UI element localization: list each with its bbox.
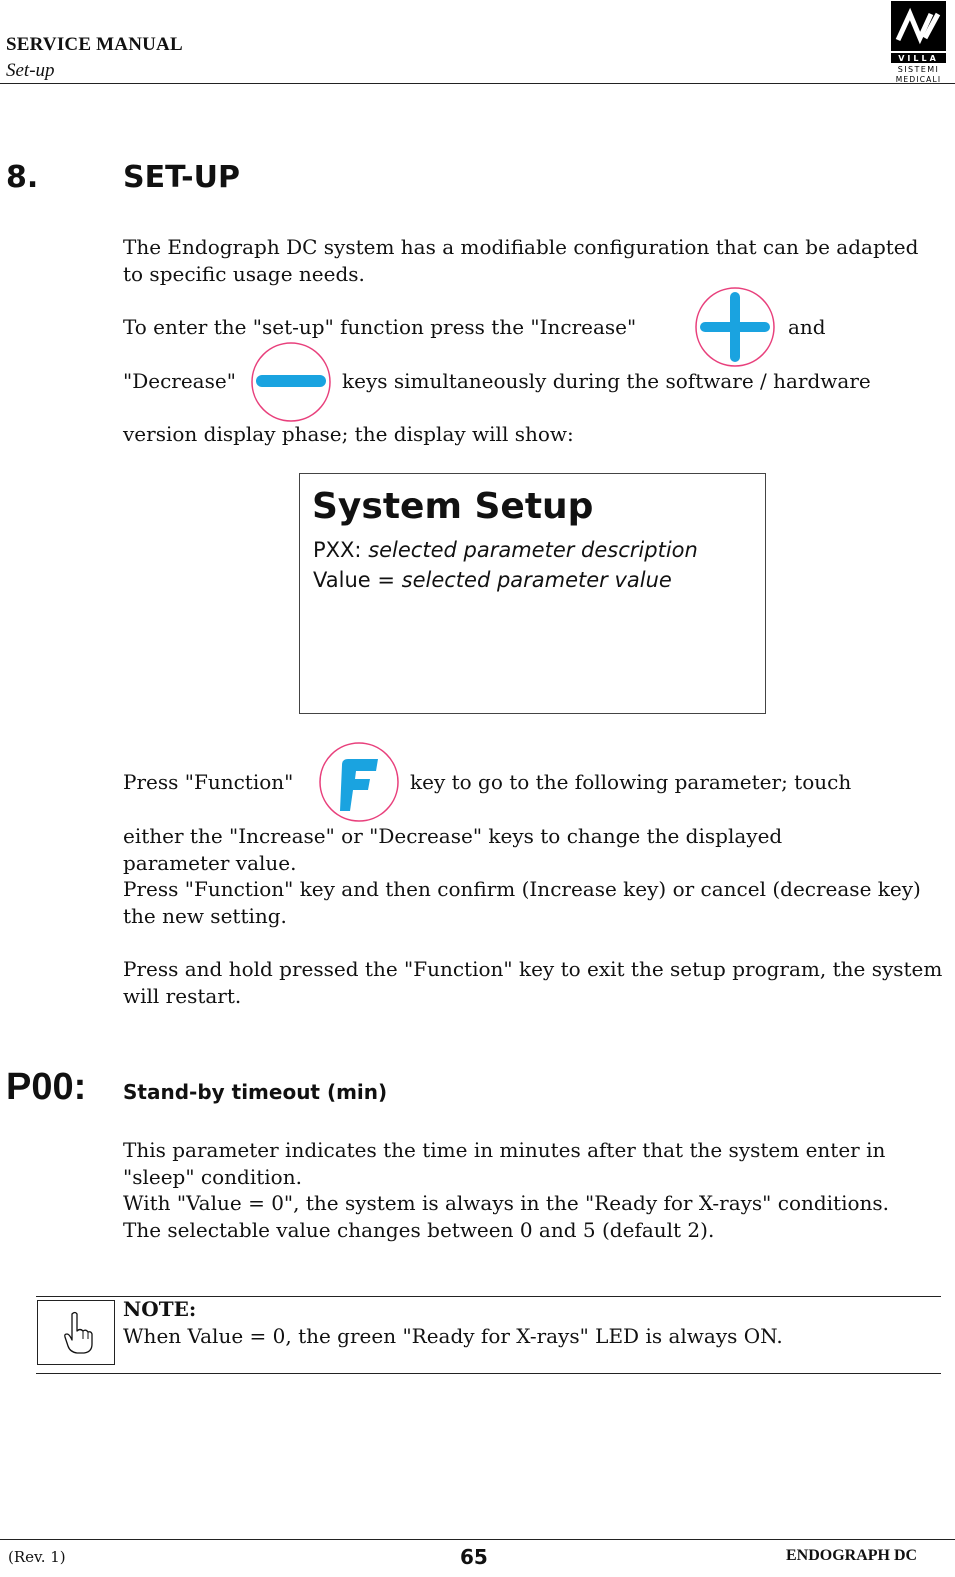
press-text-c: either the "Increase" or "Decrease" keys to change the displayed parameter value. [123,824,783,875]
enter-text-b: and [788,315,826,339]
logo-line3: MEDICALI [895,75,942,84]
display-line-1-label: PXX: [313,538,369,562]
footer-revision: (Rev. 1) [8,1548,66,1566]
note-text: When Value = 0, the green "Ready for X-rays" LED is always ON. [123,1324,783,1348]
logo-line1: VILLA [898,54,939,63]
logo-line2: SISTEMI [897,65,940,74]
enter-text-e: version display phase; the display will show: [123,422,574,446]
header-divider [0,83,955,84]
display-line-1 [313,538,698,562]
display-line-2-value: selected parameter value [401,568,672,592]
display-line-2-label: Value = [313,568,402,592]
section-number: 8. [6,160,39,195]
note-label: NOTE: [123,1297,197,1321]
function-key-icon [318,741,400,823]
logo-mark-background [891,1,946,51]
header-subtitle: Set-up [6,60,55,81]
display-line-1-value: selected parameter description [368,538,698,562]
minus-key-icon [250,341,332,423]
footer-product: ENDOGRAPH DC [786,1547,918,1564]
display-line-2 [313,568,672,592]
hold-paragraph: Press and hold pressed the "Function" key to exit the setup program, the system will restart. [123,957,943,1008]
press-text-a: Press "Function" [123,770,294,794]
enter-text-a: To enter the "set-up" function press the "Increase" [123,315,637,339]
press-text-d: Press "Function" key and then confirm (Increase key) or cancel (decrease key) the new setting. [123,877,921,928]
press-text-b: key to go to the following parameter; touch [410,770,852,794]
display-title: System Setup [312,486,594,527]
system-setup-display [299,473,766,714]
parameter-code: P00: [6,1066,87,1108]
note-icon-box [37,1300,115,1365]
parameter-description: This parameter indicates the time in minutes after that the system enter in "sleep" condition. [123,1138,886,1189]
pointing-hand-icon [38,1301,113,1363]
footer-divider [0,1539,955,1540]
section-title: SET-UP [123,160,240,195]
plus-key-icon [694,286,776,368]
parameter-description-2: With "Value = 0", the system is always in the "Ready for X-rays" conditions. The selectable value changes between 0 and 5 (default 2). [123,1191,890,1242]
header-title: SERVICE MANUAL [6,34,183,55]
page-number: 65 [460,1545,488,1569]
intro-paragraph: The Endograph DC system has a modifiable configuration that can be adapted to specific usage needs. [123,235,919,286]
villa-logo [890,0,947,84]
note-bottom-rule [36,1373,941,1374]
parameter-title: Stand-by timeout (min) [123,1080,388,1104]
enter-text-d: keys simultaneously during the software / hardware [342,369,871,393]
enter-text-c: "Decrease" [123,369,236,393]
